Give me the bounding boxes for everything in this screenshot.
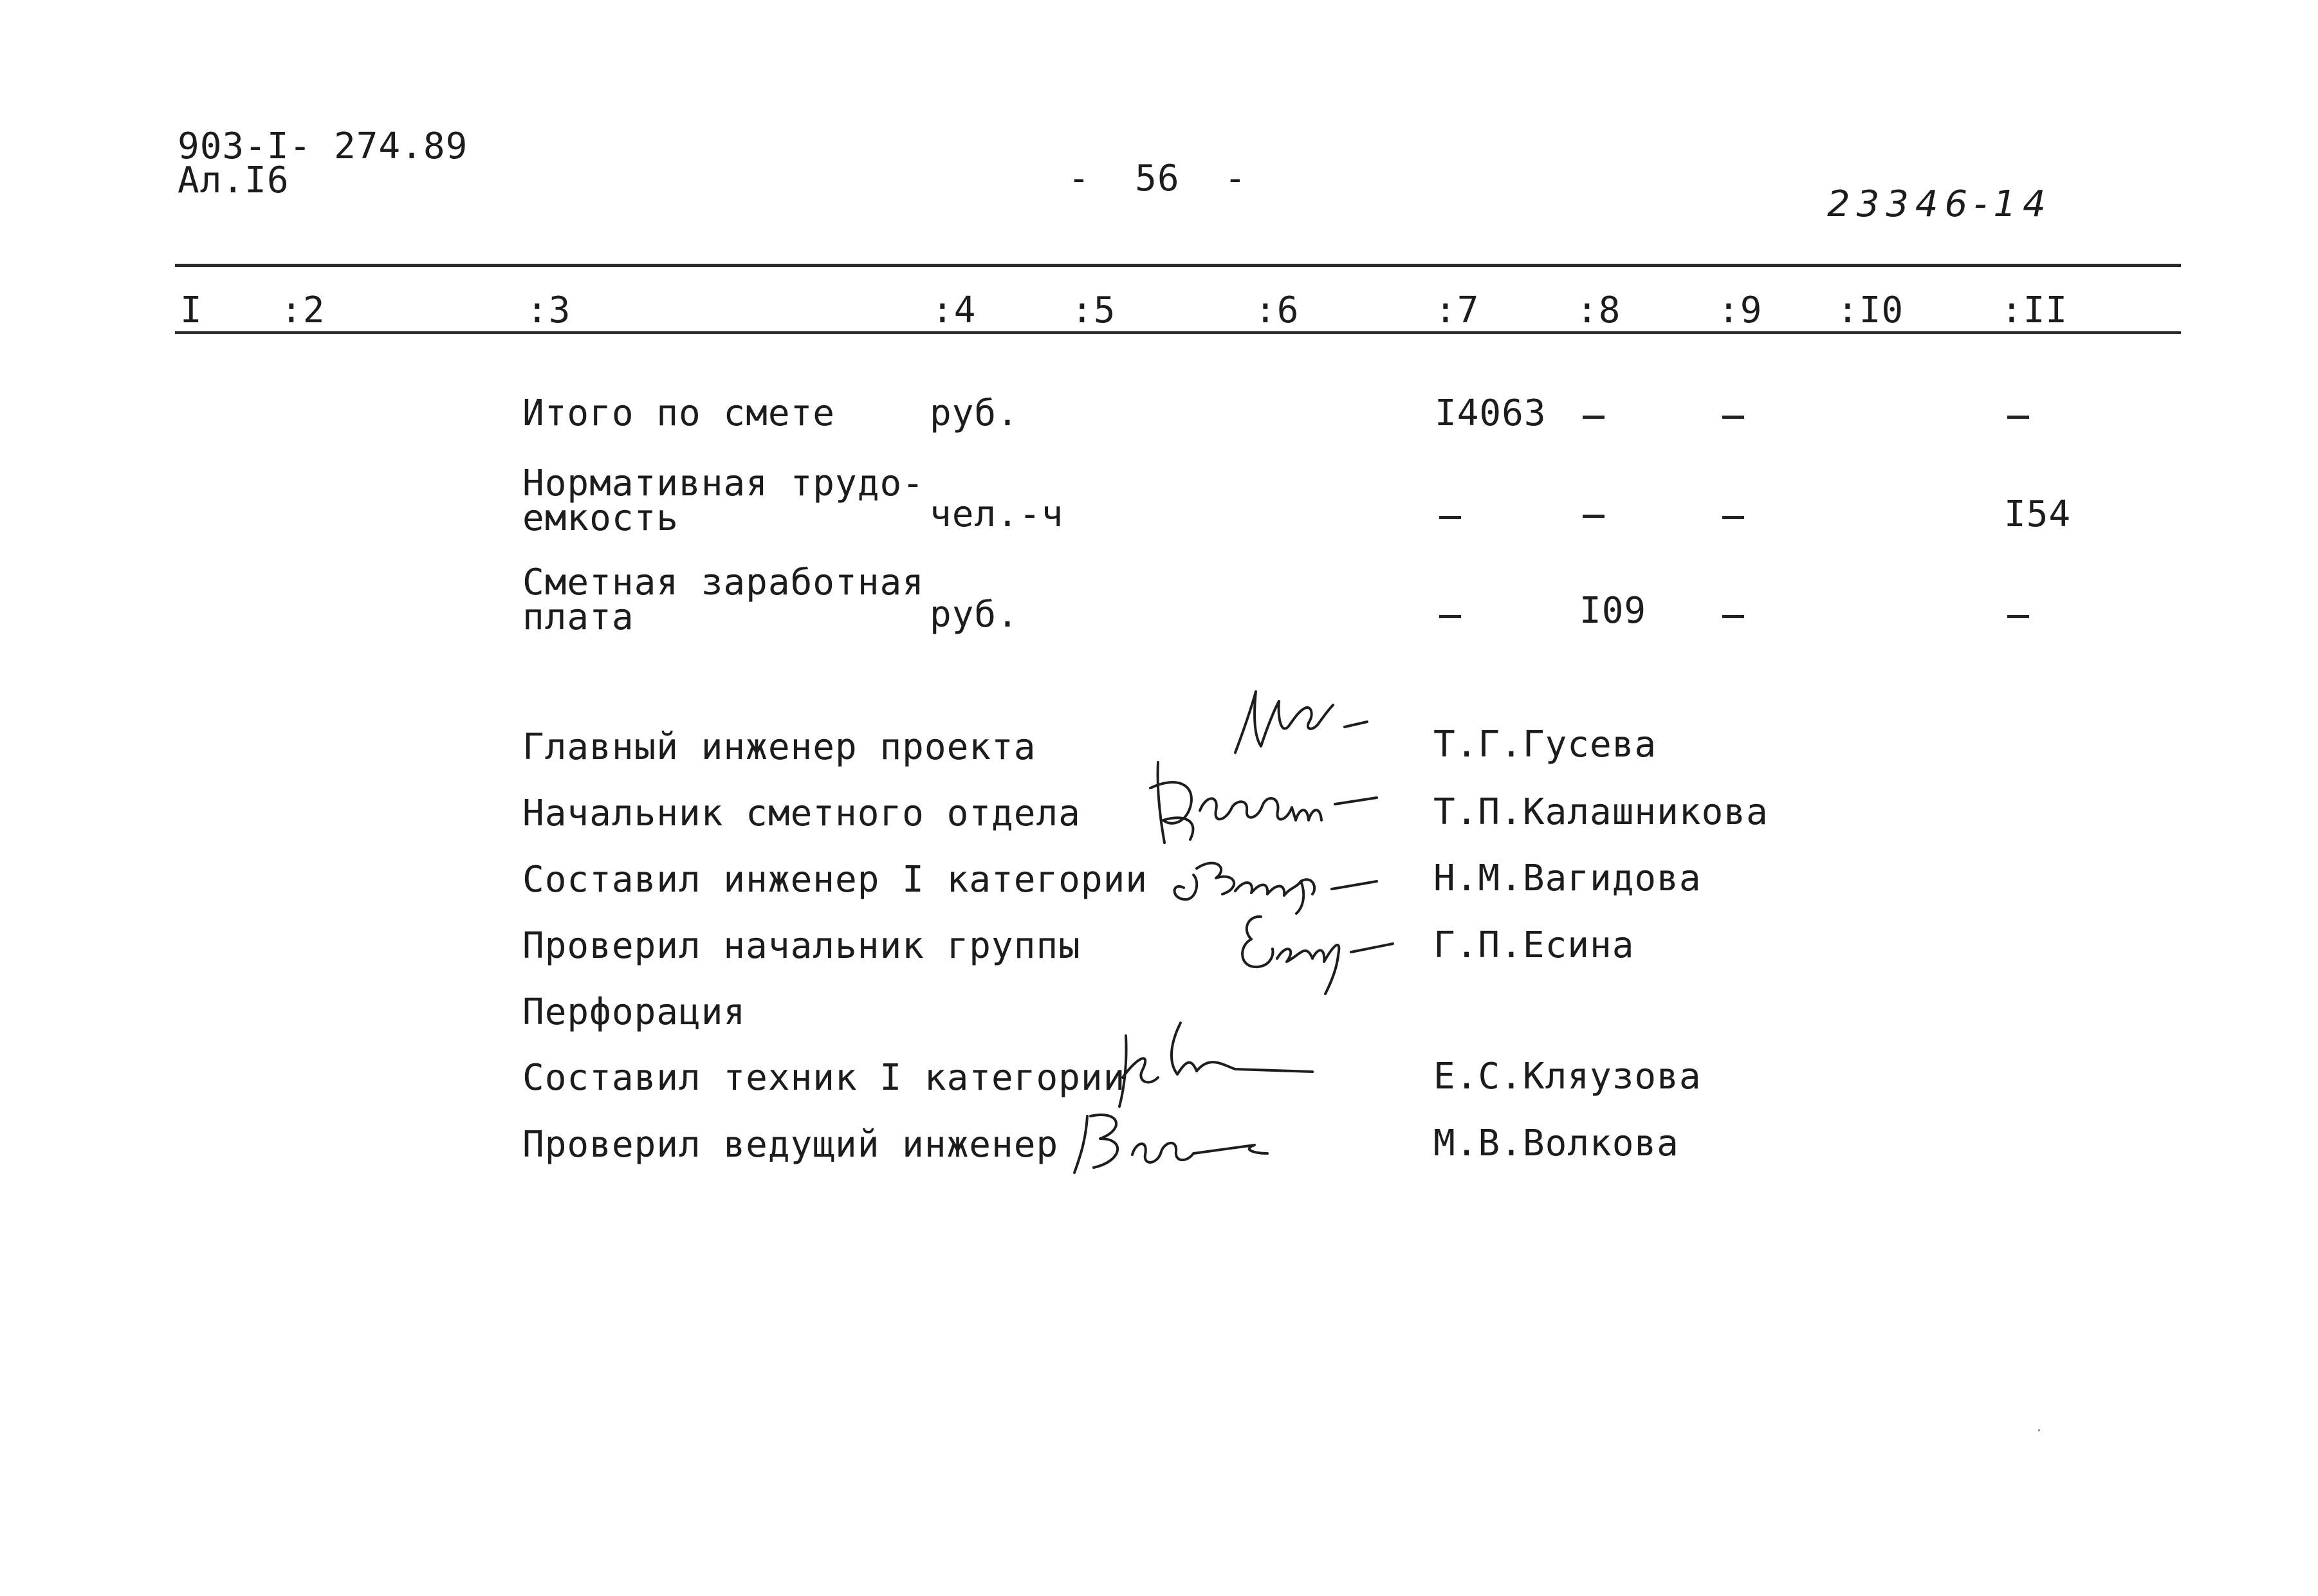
- signature-volkova-image: [1062, 1103, 1280, 1180]
- table-top-rule: [175, 264, 2181, 267]
- row-name: Итого по смете: [522, 392, 836, 434]
- column-header: :2: [281, 289, 326, 331]
- column-header: :3: [526, 289, 571, 331]
- cell-col11: I54: [2004, 493, 2072, 535]
- table-header-rule: [175, 331, 2181, 334]
- dash-mark: [2007, 416, 2029, 419]
- dash-mark: [1583, 515, 1605, 518]
- row-name-line1: Нормативная трудо-: [522, 463, 924, 504]
- dash-mark: [1439, 615, 1461, 618]
- column-header: I: [180, 289, 203, 331]
- page-number: - 56 -: [1068, 158, 1247, 199]
- column-header: :9: [1718, 289, 1763, 331]
- signer-name: М.В.Волкова: [1433, 1123, 1679, 1164]
- column-header: :8: [1576, 289, 1621, 331]
- cell-col9: [1719, 396, 1742, 432]
- cell-col7: [1436, 497, 1458, 533]
- row-name-line2: плата: [522, 596, 634, 638]
- row-unit: руб.: [930, 392, 1019, 434]
- dash-mark: [1439, 516, 1461, 519]
- column-header: :5: [1071, 289, 1116, 331]
- cell-col9: [1719, 497, 1742, 533]
- inventory-number: 23346-14: [1827, 183, 2052, 225]
- signature-kliauzova-image: [1107, 1016, 1325, 1113]
- row-unit: руб.: [930, 594, 1019, 636]
- sheet-label: Ал.I6: [178, 160, 290, 201]
- signer-title: Главный инженер проекта: [522, 726, 1036, 768]
- cell-col8: I09: [1579, 590, 1647, 632]
- row-name-line2: емкость: [522, 497, 679, 539]
- signer-title: Перфорация: [522, 991, 746, 1033]
- signer-name: Н.М.Вагидова: [1433, 858, 1702, 899]
- signer-title: Проверил начальник группы: [522, 925, 1081, 967]
- column-header: :4: [932, 289, 977, 331]
- cell-col8: [1579, 396, 1602, 432]
- signature-esina-image: [1222, 904, 1415, 1000]
- signer-name: Т.П.Калашникова: [1433, 791, 1769, 833]
- cell-col7: I4063: [1435, 392, 1547, 434]
- cell-col11: [2004, 396, 2027, 432]
- dash-mark: [1722, 516, 1744, 519]
- row-name-line1: Сметная заработная: [522, 562, 924, 603]
- row-unit: чел.-ч: [930, 493, 1064, 535]
- dash-mark: [1583, 416, 1605, 419]
- column-header: :I0: [1837, 289, 1904, 331]
- column-header: :6: [1255, 289, 1300, 331]
- signer-title: Проверил ведущий инженер: [522, 1124, 1059, 1166]
- dash-mark: [1722, 615, 1744, 618]
- signer-name: Г.П.Есина: [1433, 924, 1635, 966]
- column-header: :7: [1435, 289, 1480, 331]
- scan-speck: [2038, 1429, 2040, 1431]
- signer-name: Е.С.Кляузова: [1433, 1056, 1702, 1097]
- signature-kalashnikova-image: [1139, 749, 1396, 852]
- dash-mark: [2007, 615, 2029, 618]
- column-header: :II: [2001, 289, 2068, 331]
- signer-name: Т.Г.Гусева: [1433, 724, 1657, 766]
- signer-title: Составил инженер I категории: [522, 859, 1148, 901]
- signer-title: Составил техник I категории: [522, 1057, 1126, 1099]
- dash-mark: [1722, 416, 1744, 419]
- document-code: 903-I- 274.89: [178, 125, 468, 167]
- signer-title: Начальник сметного отдела: [522, 793, 1081, 834]
